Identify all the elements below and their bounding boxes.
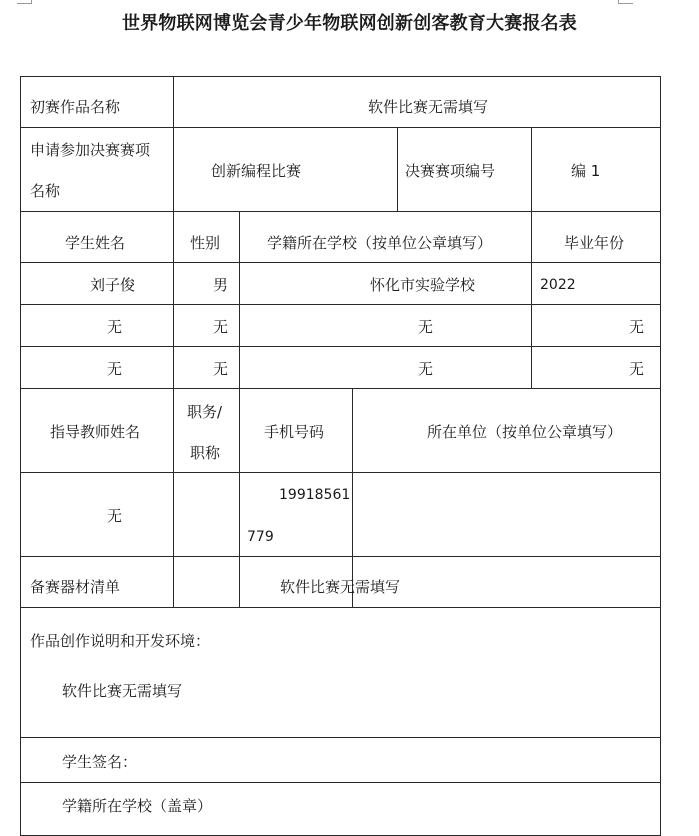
student-3-grad-year: 无 — [629, 360, 645, 378]
column-divider — [239, 556, 240, 608]
student-2-school: 无 — [418, 318, 434, 336]
final-entry-label-line2: 名称 — [30, 182, 61, 200]
student-3-name: 无 — [107, 360, 123, 378]
student-2-grad-year: 无 — [629, 318, 645, 336]
row-divider — [21, 262, 660, 263]
teacher-name-value: 无 — [107, 507, 123, 525]
row-divider — [21, 211, 660, 212]
student-2-name: 无 — [107, 318, 123, 336]
registration-form-table — [20, 76, 661, 836]
description-value: 软件比赛无需填写 — [62, 682, 183, 700]
teacher-position-header-line2: 职称 — [190, 444, 221, 462]
work-name-label: 初赛作品名称 — [30, 98, 121, 116]
student-2-gender: 无 — [213, 318, 229, 336]
row-divider — [21, 556, 660, 557]
description-label: 作品创作说明和开发环境： — [30, 632, 211, 650]
teacher-phone-value-line2: 779 — [247, 529, 274, 545]
row-divider — [21, 472, 660, 473]
student-1-gender: 男 — [213, 276, 229, 294]
teacher-phone-header: 手机号码 — [264, 423, 325, 441]
equipment-value: 软件比赛无需填写 — [280, 578, 401, 596]
student-signature-label: 学生签名： — [62, 753, 138, 771]
row-divider — [21, 346, 660, 347]
column-divider — [531, 211, 532, 389]
row-divider — [21, 782, 660, 783]
work-name-value: 软件比赛无需填写 — [368, 98, 489, 116]
column-divider — [239, 211, 240, 608]
teacher-position-header-line1: 职务/ — [187, 403, 223, 421]
row-divider — [21, 607, 660, 608]
final-entry-code-label: 决赛赛项编号 — [405, 162, 496, 180]
final-entry-value: 创新编程比赛 — [211, 162, 302, 180]
column-divider — [173, 77, 174, 212]
student-name-header: 学生姓名 — [65, 234, 126, 252]
student-school-header: 学籍所在学校（按单位公章填写） — [267, 234, 493, 252]
student-3-school: 无 — [418, 360, 434, 378]
row-divider — [21, 304, 660, 305]
final-entry-code-value: 编 1 — [571, 162, 601, 180]
page-corner-mark-left — [17, 0, 32, 4]
teacher-unit-header: 所在单位（按单位公章填写） — [427, 423, 623, 441]
column-divider — [352, 388, 353, 608]
student-1-name: 刘子俊 — [90, 276, 136, 294]
column-divider — [531, 127, 532, 212]
teacher-name-header: 指导教师姓名 — [50, 423, 141, 441]
student-1-grad-year: 2022 — [540, 277, 576, 293]
school-stamp-label: 学籍所在学校（盖章） — [62, 797, 213, 815]
row-divider — [21, 388, 660, 389]
teacher-phone-value-line1: 19918561 — [279, 487, 351, 503]
column-divider — [397, 127, 398, 212]
student-1-school: 怀化市实验学校 — [370, 276, 476, 294]
row-divider — [21, 737, 660, 738]
student-grad-year-header: 毕业年份 — [564, 234, 625, 252]
equipment-label: 备赛器材清单 — [30, 578, 121, 596]
column-divider — [173, 211, 174, 608]
page-corner-mark-right — [618, 0, 633, 4]
form-title: 世界物联网博览会青少年物联网创新创客教育大赛报名表 — [122, 13, 577, 34]
student-3-gender: 无 — [213, 360, 229, 378]
student-gender-header: 性别 — [190, 234, 221, 252]
final-entry-label-line1: 申请参加决赛赛项 — [30, 141, 151, 159]
row-divider — [21, 127, 660, 128]
